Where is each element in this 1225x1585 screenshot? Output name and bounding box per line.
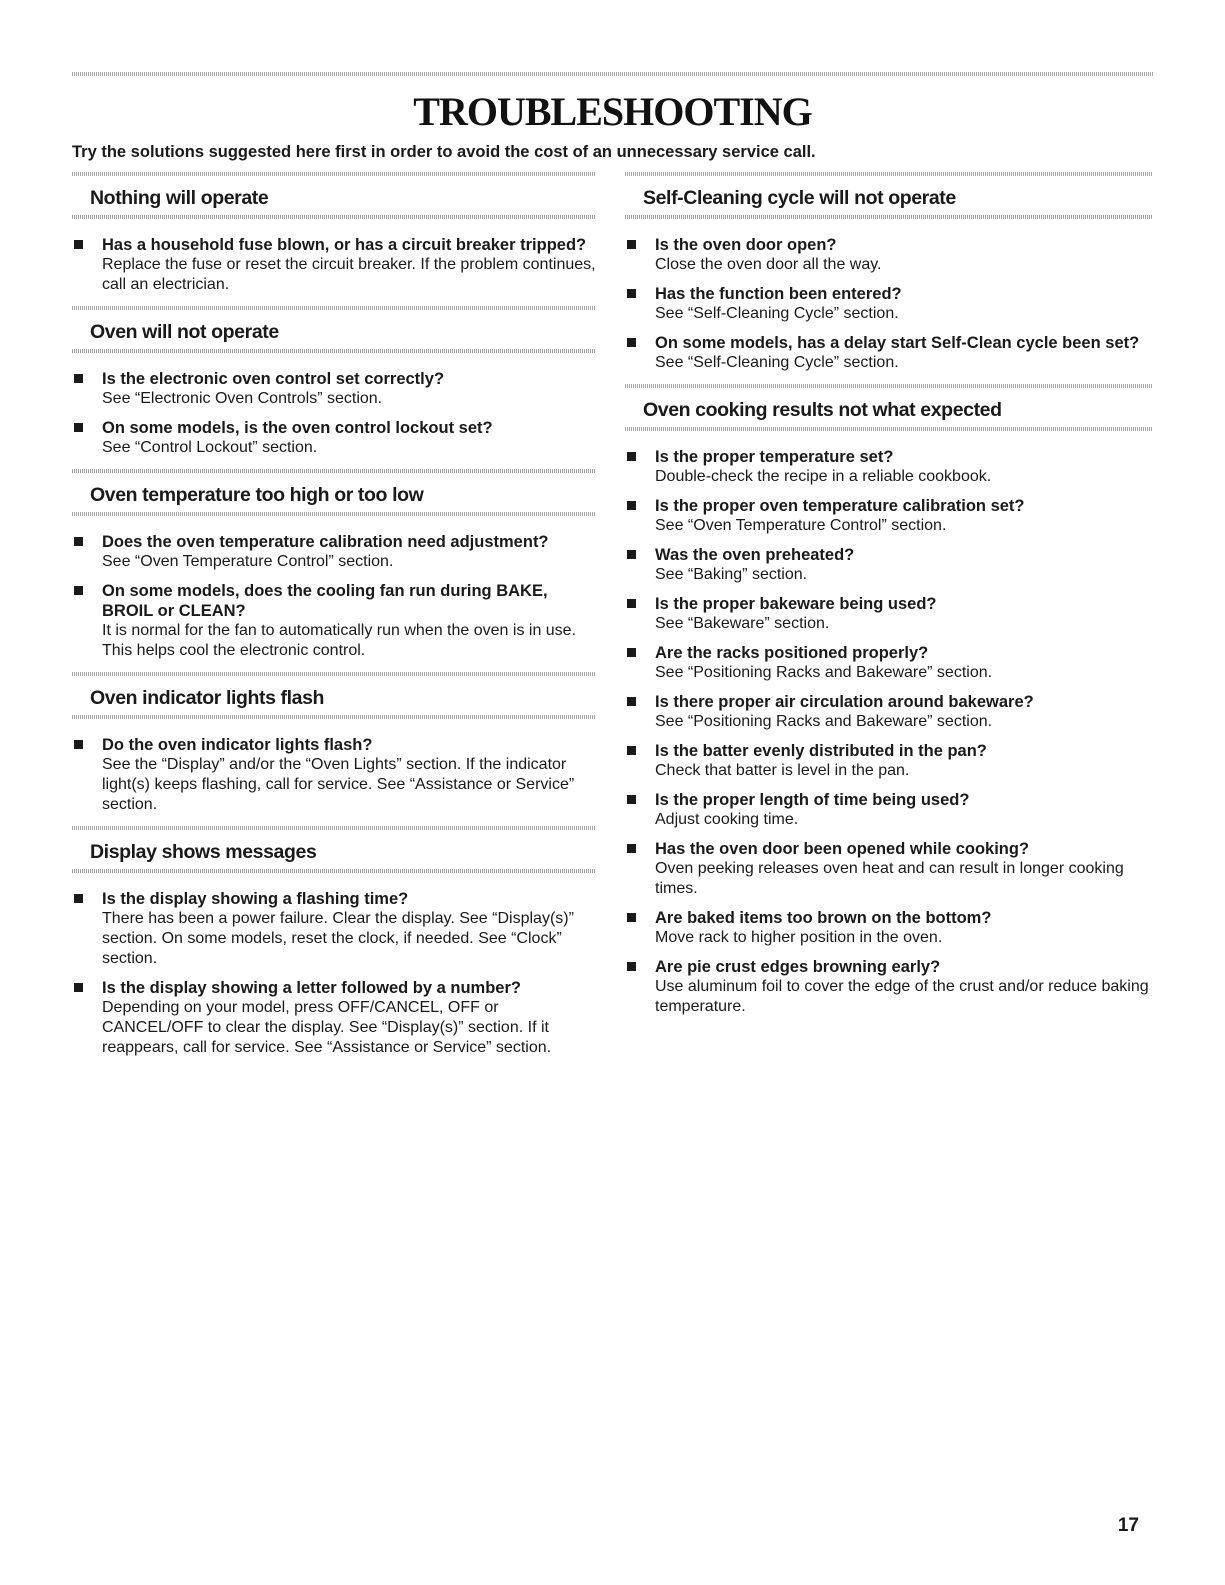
- question-text: On some models, is the oven control lockout set?: [102, 419, 493, 437]
- answer-text: Oven peeking releases oven heat and can result in longer cooking times.: [655, 860, 1124, 897]
- answer-text: See “Control Lockout” section.: [102, 439, 318, 456]
- question-text: Is the electronic oven control set correctly?: [102, 370, 445, 388]
- section-heading: Self-Cleaning cycle will not operate: [643, 187, 956, 209]
- section-heading: Oven cooking results not what expected: [643, 399, 1002, 421]
- question-text: Has the oven door been opened while cooking?: [655, 840, 1030, 858]
- question-list: [625, 235, 1153, 373]
- answer-text: See “Oven Temperature Control” section.: [655, 517, 947, 534]
- section-rule-bottom: [72, 715, 596, 719]
- square-bullet-icon: [627, 338, 636, 347]
- troubleshooting-section: [72, 469, 596, 661]
- square-bullet-icon: [74, 240, 83, 249]
- troubleshooting-section: [625, 172, 1153, 373]
- list-item: [72, 889, 596, 969]
- left-column: [72, 172, 596, 1069]
- list-item: [72, 581, 596, 661]
- section-rule-top: [72, 469, 596, 473]
- answer-text: Double-check the recipe in a reliable cookbook.: [655, 468, 992, 485]
- section-heading: Oven indicator lights flash: [90, 687, 325, 709]
- question-text: Has the function been entered?: [655, 285, 902, 303]
- square-bullet-icon: [627, 501, 636, 510]
- list-item: [625, 957, 1153, 1017]
- square-bullet-icon: [627, 240, 636, 249]
- question-text: Is the oven door open?: [655, 236, 837, 254]
- answer-text: See “Positioning Racks and Bakeware” section.: [655, 713, 993, 730]
- section-rule-bottom: [72, 215, 596, 219]
- square-bullet-icon: [627, 550, 636, 559]
- square-bullet-icon: [74, 374, 83, 383]
- answer-text: Close the oven door all the way.: [655, 256, 882, 273]
- question-list: [72, 235, 596, 295]
- list-item: [625, 496, 1153, 536]
- list-item: [72, 532, 596, 572]
- answer-text: See “Self-Cleaning Cycle” section.: [655, 305, 899, 322]
- square-bullet-icon: [74, 740, 83, 749]
- section-rule-top: [72, 306, 596, 310]
- troubleshooting-section: [72, 826, 596, 1058]
- section-rule-bottom: [72, 349, 596, 353]
- list-item: [625, 790, 1153, 830]
- answer-text: Move rack to higher position in the oven.: [655, 929, 943, 946]
- question-list: [72, 369, 596, 458]
- square-bullet-icon: [627, 289, 636, 298]
- section-heading: Display shows messages: [90, 841, 317, 863]
- list-item: [625, 692, 1153, 732]
- answer-text: See “Baking” section.: [655, 566, 808, 583]
- list-item: [625, 235, 1153, 275]
- section-rule-top: [625, 172, 1153, 176]
- troubleshooting-section: [72, 672, 596, 815]
- list-item: [625, 545, 1153, 585]
- section-rule-bottom: [72, 869, 596, 873]
- question-text: Is the display showing a letter followed by a number?: [102, 979, 521, 997]
- section-rule-bottom: [72, 512, 596, 516]
- answer-text: There has been a power failure. Clear the display. See “Display(s)” section. On some models, reset the clock, if needed. See “Clock” section.: [102, 910, 574, 967]
- section-heading: Oven will not operate: [90, 321, 279, 343]
- answer-text: Use aluminum foil to cover the edge of the crust and/or reduce baking temperature.: [655, 978, 1149, 1015]
- question-text: Does the oven temperature calibration need adjustment?: [102, 533, 549, 551]
- question-list: [625, 447, 1153, 1017]
- answer-text: Replace the fuse or reset the circuit breaker. If the problem continues, call an electrician.: [102, 256, 596, 293]
- list-item: [72, 978, 596, 1058]
- section-rule-top: [72, 826, 596, 830]
- answer-text: It is normal for the fan to automatically run when the oven is in use. This helps cool the electronic control.: [102, 622, 577, 659]
- square-bullet-icon: [627, 697, 636, 706]
- answer-text: Depending on your model, press OFF/CANCEL, OFF or CANCEL/OFF to clear the display. See “Display(s)” section. If it reappears, call for service. See “Assistance or Service” section.: [102, 999, 552, 1056]
- list-item: [72, 369, 596, 409]
- list-item: [72, 235, 596, 295]
- section-rule-bottom: [625, 215, 1153, 219]
- list-item: [625, 594, 1153, 634]
- list-item: [625, 839, 1153, 899]
- square-bullet-icon: [627, 746, 636, 755]
- question-text: Is the batter evenly distributed in the pan?: [655, 742, 987, 760]
- square-bullet-icon: [627, 452, 636, 461]
- list-item: [72, 418, 596, 458]
- troubleshooting-section: [72, 172, 596, 295]
- question-text: Is the proper temperature set?: [655, 448, 894, 466]
- square-bullet-icon: [74, 894, 83, 903]
- answer-text: Adjust cooking time.: [655, 811, 799, 828]
- right-column: [625, 172, 1153, 1028]
- answer-text: See the “Display” and/or the “Oven Lights” section. If the indicator light(s) keeps flashing, call for service. See “Assistance or Service” section.: [102, 756, 575, 813]
- question-text: Is the proper length of time being used?: [655, 791, 970, 809]
- square-bullet-icon: [627, 962, 636, 971]
- answer-text: See “Positioning Racks and Bakeware” section.: [655, 664, 993, 681]
- square-bullet-icon: [74, 423, 83, 432]
- top-divider: [72, 72, 1153, 76]
- square-bullet-icon: [627, 795, 636, 804]
- question-text: Is the proper bakeware being used?: [655, 595, 937, 613]
- list-item: [625, 447, 1153, 487]
- answer-text: See “Self-Cleaning Cycle” section.: [655, 354, 899, 371]
- list-item: [625, 908, 1153, 948]
- section-rule-top: [72, 172, 596, 176]
- square-bullet-icon: [627, 844, 636, 853]
- answer-text: See “Electronic Oven Controls” section.: [102, 390, 383, 407]
- troubleshooting-section: [625, 384, 1153, 1017]
- question-text: Has a household fuse blown, or has a circuit breaker tripped?: [102, 236, 587, 254]
- intro-text: Try the solutions suggested here first in order to avoid the cost of an unnecessary service call.: [72, 143, 816, 161]
- list-item: [625, 284, 1153, 324]
- question-text: Was the oven preheated?: [655, 546, 855, 564]
- page-number: 17: [1117, 1515, 1139, 1536]
- section-heading: Nothing will operate: [90, 187, 269, 209]
- question-text: On some models, has a delay start Self-Clean cycle been set?: [655, 334, 1140, 352]
- square-bullet-icon: [74, 586, 83, 595]
- question-list: [72, 735, 596, 815]
- question-text: Is the display showing a flashing time?: [102, 890, 409, 908]
- answer-text: See “Bakeware” section.: [655, 615, 830, 632]
- question-list: [72, 889, 596, 1058]
- question-list: [72, 532, 596, 661]
- question-text: Are pie crust edges browning early?: [655, 958, 941, 976]
- section-rule-bottom: [625, 427, 1153, 431]
- list-item: [72, 735, 596, 815]
- answer-text: See “Oven Temperature Control” section.: [102, 553, 394, 570]
- list-item: [625, 643, 1153, 683]
- question-text: Are the racks positioned properly?: [655, 644, 929, 662]
- question-text: Do the oven indicator lights flash?: [102, 736, 373, 754]
- square-bullet-icon: [627, 913, 636, 922]
- section-rule-top: [72, 672, 596, 676]
- square-bullet-icon: [74, 537, 83, 546]
- troubleshooting-section: [72, 306, 596, 458]
- list-item: [625, 333, 1153, 373]
- section-heading: Oven temperature too high or too low: [90, 484, 424, 506]
- page-title: TROUBLESHOOTING: [413, 89, 812, 134]
- list-item: [625, 741, 1153, 781]
- question-text: On some models, does the cooling fan run during BAKE, BROIL or CLEAN?: [102, 582, 548, 620]
- section-rule-top: [625, 384, 1153, 388]
- square-bullet-icon: [627, 648, 636, 657]
- question-text: Are baked items too brown on the bottom?: [655, 909, 992, 927]
- square-bullet-icon: [627, 599, 636, 608]
- question-text: Is the proper oven temperature calibration set?: [655, 497, 1025, 515]
- question-text: Is there proper air circulation around bakeware?: [655, 693, 1034, 711]
- square-bullet-icon: [74, 983, 83, 992]
- answer-text: Check that batter is level in the pan.: [655, 762, 910, 779]
